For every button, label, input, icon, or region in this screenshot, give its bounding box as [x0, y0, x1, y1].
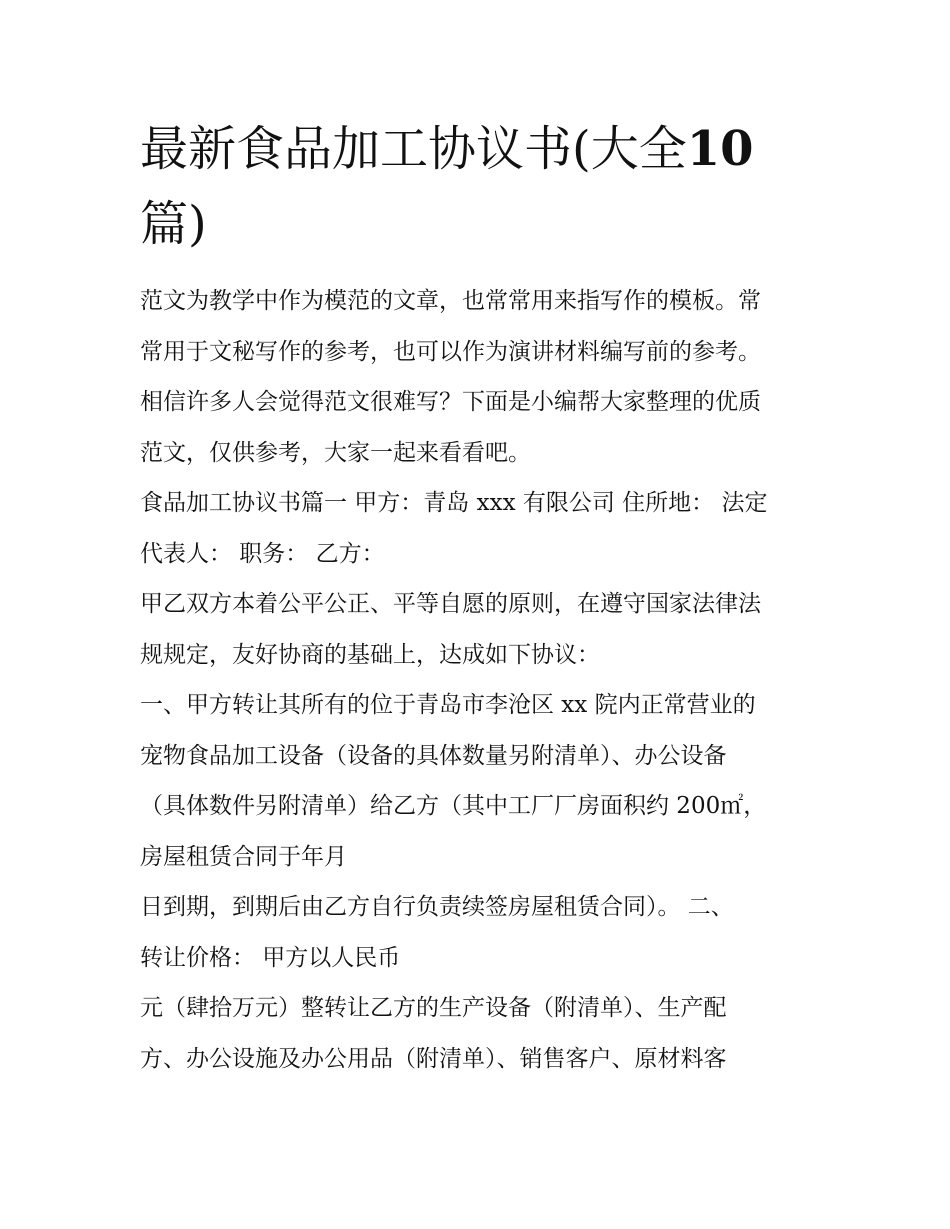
text-line: 日到期，到期后由乙方自行负责续签房屋租赁合同）。 二、	[140, 894, 734, 920]
text-line: 一、甲方转让其所有的位于青岛市李沧区 xx 院内正常营业的	[140, 692, 756, 718]
document-body	[140, 276, 820, 1084]
text-line: 食品加工协议书篇一 甲方：青岛 xxx 有限公司 住所地： 法定	[140, 490, 768, 516]
paragraph-intro	[140, 276, 820, 478]
title-number: 10	[686, 121, 754, 177]
text-line: 元（肆拾万元）整转让乙方的生产设备（附清单）、生产配	[140, 995, 727, 1021]
document-title	[140, 112, 820, 262]
text-line: 代表人： 职务： 乙方：	[140, 540, 385, 567]
text-line: （具体数件另附清单）给乙方（其中工厂厂房面积约 200㎡，	[140, 793, 767, 819]
paragraph-clause-two	[140, 882, 820, 983]
paragraph-clause-one	[140, 680, 820, 882]
paragraph-parties	[140, 478, 820, 579]
text-line: 范文，仅供参考，大家一起来看看吧。	[140, 439, 531, 466]
text-line: 范文为教学中作为模范的文章，也常常用来指写作的模板。常	[140, 288, 761, 314]
text-line: 房屋租赁合同于年月	[140, 843, 347, 870]
text-line: 甲乙双方本着公平公正、平等自愿的原则，在遵守国家法律法	[140, 591, 761, 617]
text-line: 规规定，友好协商的基础上，达成如下协议：	[140, 641, 600, 668]
text-line: 转让价格： 甲方以人民币	[140, 944, 401, 971]
text-line: 方、办公设施及办公用品（附清单）、销售客户、原材料客	[140, 1045, 727, 1072]
text-line: 宠物食品加工设备（设备的具体数量另附清单）、办公设备	[140, 742, 727, 769]
paragraph-principle	[140, 579, 820, 680]
title-text: 最新食品加工协议书(大全	[140, 121, 687, 177]
title-text-line2: 篇)	[140, 196, 207, 252]
text-line: 常用于文秘写作的参考，也可以作为演讲材料编写前的参考。	[140, 338, 761, 365]
text-line: 相信许多人会觉得范文很难写？下面是小编帮大家整理的优质	[140, 389, 761, 415]
paragraph-price	[140, 983, 820, 1084]
